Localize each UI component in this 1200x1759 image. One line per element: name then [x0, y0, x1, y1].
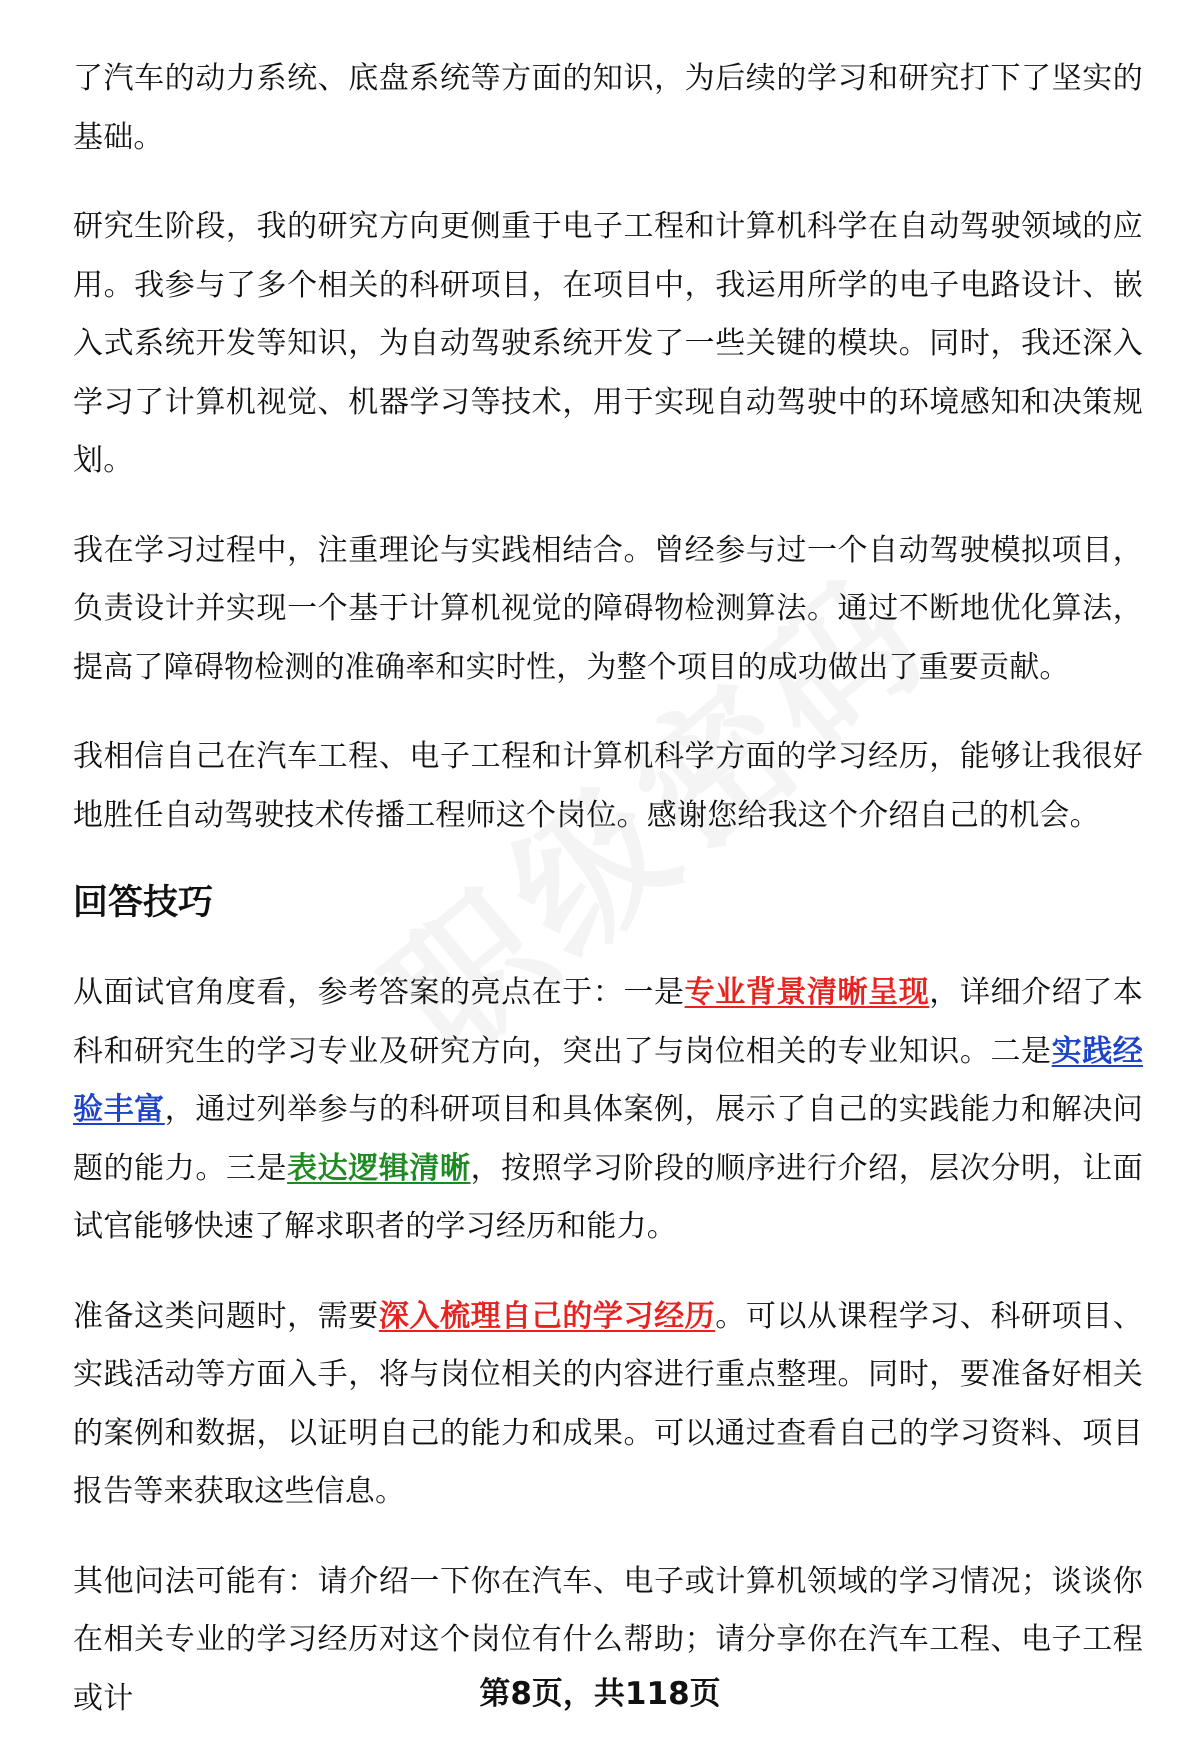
prep-text-1: 准备这类问题时，需要: [73, 1298, 379, 1334]
section-heading: 回答技巧: [73, 883, 214, 923]
tips-text-3: ，通过列举参与的科研项目和具体案例，展示了自己的实践能力和解决问题的能力。三是: [73, 1092, 1143, 1186]
prep-text-2: 。可以从课程学习、科研项目、实践活动等方面入手，将与岗位相关的内容进行重点整理。同时，要准备好相关的案例和数据，以证明自己的能力和成果。可以通过查看自己的学习资料、项目报告等来获取这些信息。: [73, 1298, 1143, 1509]
paragraph-graduate: 研究生阶段，我的研究方向更侧重于电子工程和计算机科学在自动驾驶领域的应用。我参与了多个相关的科研项目，在项目中，我运用所学的电子电路设计、嵌入式系统开发等知识，为自动驾驶系统开发了一些关键的模块。同时，我还深入学习了计算机视觉、机器学习等技术，用于实现自动驾驶中的环境感知和决策规划。: [73, 209, 1143, 478]
document-page: [73, 50, 1143, 1759]
paragraph-other-questions: 其他问法可能有：请介绍一下你在汽车、电子或计算机领域的学习情况；谈谈你在相关专业的学习经历对这个岗位有什么帮助；请分享你在汽车工程、电子工程或计: [73, 1563, 1143, 1716]
highlight-practical-experience: 实践经验丰富: [73, 1033, 1143, 1127]
highlight-professional-background: 专业背景清晰呈现: [684, 975, 930, 1010]
paragraph-practice: 我在学习过程中，注重理论与实践相结合。曾经参与过一个自动驾驶模拟项目，负责设计并实现一个基于计算机视觉的障碍物检测算法。通过不断地优化算法，提高了障碍物检测的准确率和实时性，为整个项目的成功做出了重要贡献。: [73, 532, 1143, 685]
paragraph-conclusion: 我相信自己在汽车工程、电子工程和计算机科学方面的学习经历，能够让我很好地胜任自动驾驶技术传播工程师这个岗位。感谢您给我这个介绍自己的机会。: [73, 739, 1143, 833]
tips-text-1: 从面试官角度看，参考答案的亮点在于：一是: [73, 975, 685, 1010]
paragraph-preparation: [73, 1288, 1143, 1522]
highlight-clear-logic: 表达逻辑清晰: [287, 1150, 471, 1186]
highlight-review-experience: 深入梳理自己的学习经历: [378, 1298, 716, 1334]
tips-text-2: ，详细介绍了本科和研究生的学习专业及研究方向，突出了与岗位相关的专业知识。二是: [73, 975, 1143, 1069]
tips-text-4: ，按照学习阶段的顺序进行介绍，层次分明，让面试官能够快速了解求职者的学习经历和能力。: [73, 1150, 1143, 1244]
paragraph-tips: [73, 964, 1143, 1257]
paragraph-undergrad-end: 了汽车的动力系统、底盘系统等方面的知识，为后续的学习和研究打下了坚实的基础。: [73, 61, 1143, 155]
page-number-footer: 第8页，共118页: [479, 1676, 721, 1712]
